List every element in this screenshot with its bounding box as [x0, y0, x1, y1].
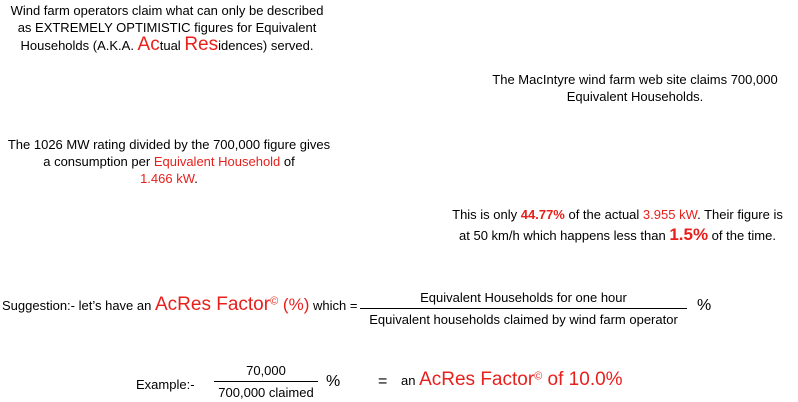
example-denominator: 700,000 claimed [218, 385, 314, 400]
rating-paragraph [0, 136, 338, 187]
suggestion-line [2, 296, 357, 314]
actual-kw: 3.955 kW [642, 207, 698, 222]
example-percent: % [326, 373, 341, 390]
claim-paragraph [475, 71, 795, 105]
example-fraction [214, 363, 318, 400]
equals-sign: = [378, 373, 388, 390]
intro-text: idences) served. [218, 38, 314, 53]
ac-highlight: Ac [137, 34, 160, 55]
example-label: Example:- [136, 377, 195, 392]
res-highlight: Res [184, 34, 219, 55]
intro-text: tual [159, 38, 185, 53]
consumption-value: 1.466 kW [140, 171, 195, 186]
copyright-symbol: © [270, 295, 279, 308]
acres-formula-fraction [360, 290, 687, 327]
claim-line-1: The MacIntyre wind farm web site claims 700,000 [492, 72, 778, 87]
rating-line-1: The 1026 MW rating divided by the 700,000 figure gives [7, 137, 331, 152]
intro-paragraph [0, 2, 334, 54]
actual-percent: 44.77% [520, 207, 565, 222]
intro-line-3 [0, 36, 334, 54]
formula-denominator: Equivalent households claimed by wind farm operator [369, 312, 678, 327]
formula-numerator: Equivalent Households for one hour [420, 290, 627, 305]
rating-text: a consumption per [43, 154, 154, 169]
time-percent: 1.5% [669, 225, 709, 244]
rating-text: . [194, 171, 198, 186]
actual-line-2 [440, 225, 795, 246]
percent-unit: (%) [278, 295, 310, 314]
actual-text: of the actual [564, 207, 643, 222]
actual-text: of the time. [708, 228, 776, 243]
acres-factor-label: AcRes Factor [154, 294, 271, 315]
actual-line-1 [440, 205, 795, 225]
suggestion-text: Suggestion:- let’s have an [2, 298, 155, 313]
copyright-symbol: © [534, 370, 543, 383]
claim-line-2: Equivalent Households. [566, 89, 704, 104]
rating-text: of [280, 154, 295, 169]
rating-line-2 [0, 153, 338, 170]
equivalent-household-highlight: Equivalent Household [153, 154, 281, 169]
intro-line-2: as EXTREMELY OPTIMISTIC figures for Equivalent [17, 20, 317, 35]
intro-line-1: Wind farm operators claim what can only be described [10, 3, 324, 18]
suggestion-text: which = [309, 298, 358, 313]
actual-text: This is only [452, 207, 521, 222]
intro-text: Households (A.K.A. [20, 38, 138, 53]
rating-line-3 [0, 170, 338, 187]
example-result [401, 371, 623, 389]
example-numerator: 70,000 [246, 363, 286, 378]
actual-text: . Their figure is [697, 207, 783, 222]
actual-paragraph [440, 205, 795, 246]
example-acres-factor: AcRes Factor [419, 369, 535, 390]
formula-percent: % [697, 297, 712, 314]
actual-text: at 50 km/h which happens less than [459, 228, 670, 243]
example-text: an [401, 373, 420, 388]
example-factor-value: of 10.0% [542, 369, 623, 390]
